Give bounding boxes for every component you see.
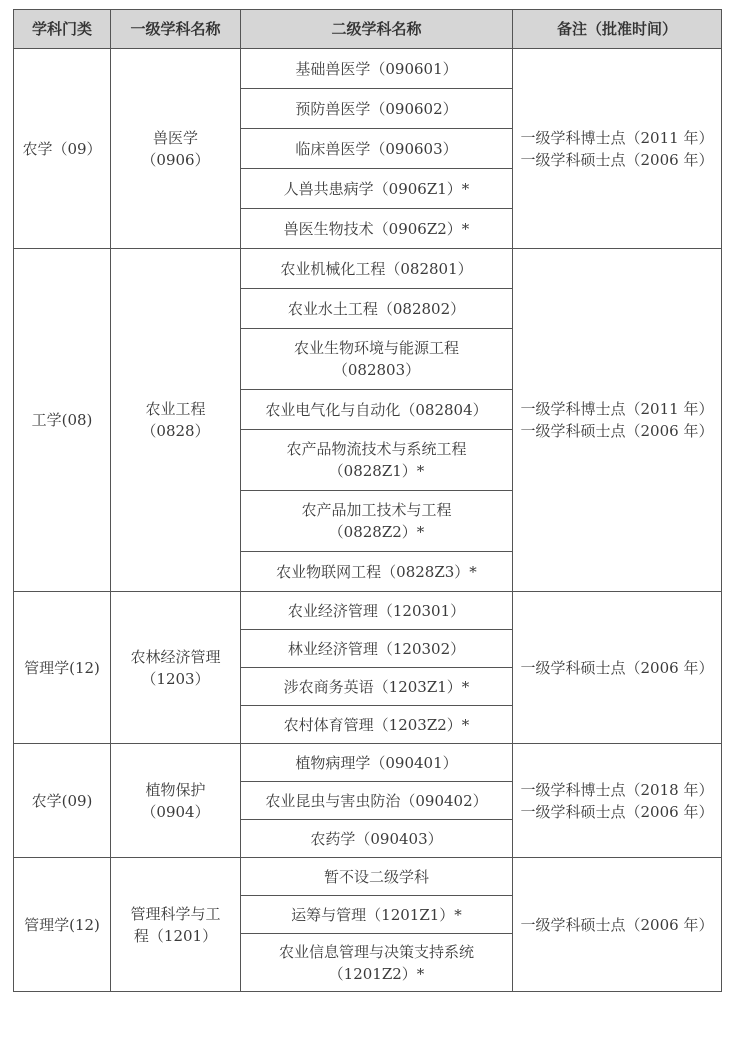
table-row [14,592,722,630]
level2-cell: 林业经济管理（120302） [241,630,513,668]
notes-cell: 一级学科博士点（2011 年） 一级学科硕士点（2006 年） [513,249,722,592]
level2-cell: 涉农商务英语（1203Z1）* [241,668,513,706]
discipline-table [13,9,722,992]
level2-cell: 临床兽医学（090603） [241,129,513,169]
header-category: 学科门类 [14,10,111,49]
header-level1: 一级学科名称 [111,10,241,49]
level1-cell: 农业工程 （0828） [111,249,241,592]
level2-cell: 农业电气化与自动化（082804） [241,390,513,430]
table-row [14,744,722,782]
level2-cell: 暂不设二级学科 [241,858,513,896]
level2-cell: 农村体育管理（1203Z2）* [241,706,513,744]
category-cell: 管理学(12) [14,858,111,992]
level1-cell: 兽医学 （0906） [111,49,241,249]
notes-cell: 一级学科硕士点（2006 年） [513,592,722,744]
header-level2: 二级学科名称 [241,10,513,49]
level2-cell: 预防兽医学（090602） [241,89,513,129]
category-cell: 管理学(12) [14,592,111,744]
level2-cell: 农业经济管理（120301） [241,592,513,630]
level2-cell: 植物病理学（090401） [241,744,513,782]
level1-cell: 植物保护 （0904） [111,744,241,858]
level1-cell: 农林经济管理 （1203） [111,592,241,744]
header-notes: 备注（批准时间） [513,10,722,49]
level2-cell: 农业信息管理与决策支持系统 （1201Z2）* [241,934,513,992]
level1-cell: 管理科学与工 程（1201） [111,858,241,992]
header-row [14,10,722,49]
notes-cell: 一级学科博士点（2018 年） 一级学科硕士点（2006 年） [513,744,722,858]
level2-cell: 人兽共患病学（0906Z1）* [241,169,513,209]
level2-cell: 农业机械化工程（082801） [241,249,513,289]
level2-cell: 农产品加工技术与工程 （0828Z2）* [241,491,513,552]
notes-cell: 一级学科硕士点（2006 年） [513,858,722,992]
level2-cell: 农业水土工程（082802） [241,289,513,329]
level2-cell: 农产品物流技术与系统工程 （0828Z1）* [241,430,513,491]
level2-cell: 农业昆虫与害虫防治（090402） [241,782,513,820]
level2-cell: 农药学（090403） [241,820,513,858]
level2-cell: 运筹与管理（1201Z1）* [241,896,513,934]
level2-cell: 基础兽医学（090601） [241,49,513,89]
level2-cell: 农业物联网工程（0828Z3）* [241,552,513,592]
table-row [14,49,722,89]
category-cell: 农学（09） [14,49,111,249]
category-cell: 农学(09) [14,744,111,858]
category-cell: 工学(08) [14,249,111,592]
level2-cell: 农业生物环境与能源工程 （082803） [241,329,513,390]
notes-cell: 一级学科博士点（2011 年） 一级学科硕士点（2006 年） [513,49,722,249]
table-row [14,249,722,289]
level2-cell: 兽医生物技术（0906Z2）* [241,209,513,249]
table-row [14,858,722,896]
